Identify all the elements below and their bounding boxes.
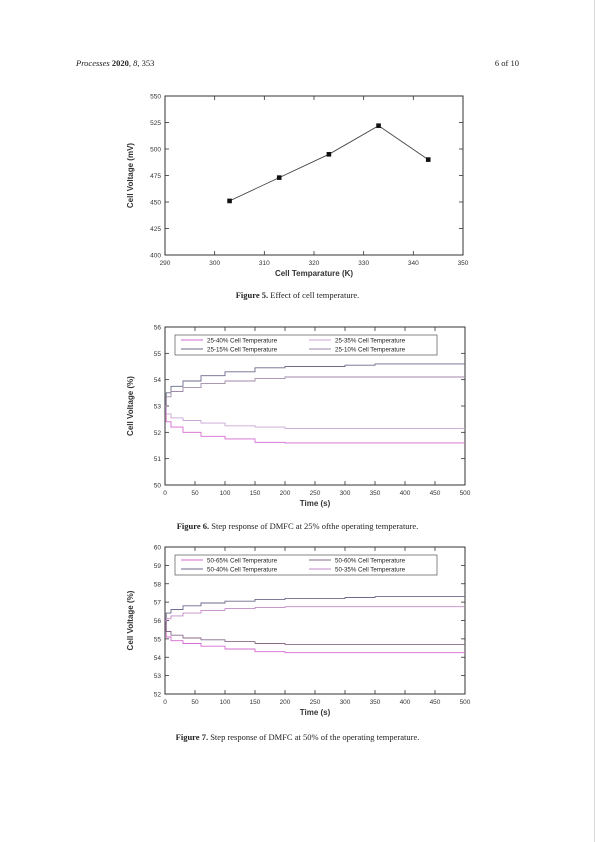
- plot-frame: [165, 96, 463, 255]
- data-point: [227, 199, 232, 204]
- figure-5-caption: Figure 5. Effect of cell temperature.: [235, 290, 360, 300]
- x-tick-label: 200: [279, 490, 291, 497]
- y-tick-label: 54: [153, 654, 161, 662]
- data-point: [376, 123, 381, 128]
- x-tick-label: 250: [309, 490, 321, 497]
- x-tick-label: 100: [219, 699, 231, 706]
- x-tick-label: 150: [249, 490, 261, 497]
- y-tick-label: 53: [153, 403, 161, 411]
- data-point: [327, 152, 332, 157]
- y-tick-label: 58: [153, 581, 161, 589]
- y-tick-label: 550: [150, 93, 161, 101]
- legend-entry: 50-60% Cell Temperature: [335, 557, 406, 565]
- y-tick-label: 57: [153, 599, 161, 607]
- y-tick-label: 525: [150, 120, 161, 127]
- page-number: 6 of 10: [494, 58, 519, 68]
- legend-entry: 25-10% Cell Temperature: [335, 346, 406, 354]
- x-tick-label: 200: [279, 699, 291, 706]
- y-tick-label: 54: [153, 377, 161, 385]
- series-line: [165, 597, 465, 621]
- series-line: [165, 377, 465, 406]
- y-tick-label: 59: [153, 562, 161, 570]
- x-tick-label: 0: [163, 699, 167, 706]
- figure-5-chart: [126, 94, 469, 279]
- x-tick-label: 400: [399, 699, 411, 706]
- data-point: [426, 157, 431, 162]
- y-tick-label: 60: [153, 544, 161, 552]
- series-line: [165, 406, 465, 428]
- y-tick-label: 425: [150, 226, 161, 233]
- y-tick-label: 55: [153, 636, 161, 644]
- data-point: [277, 175, 282, 180]
- legend-entry: 25-35% Cell Temperature: [335, 337, 406, 345]
- y-axis-label: Cell Voltage (mV): [126, 142, 135, 209]
- x-tick-label: 0: [163, 490, 167, 497]
- article-number: 353: [141, 58, 155, 68]
- x-tick-label: 300: [339, 490, 351, 497]
- x-axis-label: Time (s): [299, 499, 331, 508]
- figure-6-chart: [126, 325, 471, 509]
- x-tick-label: 350: [457, 260, 469, 267]
- y-tick-label: 475: [150, 173, 161, 180]
- x-tick-label: 350: [369, 490, 381, 497]
- x-axis-label: Time (s): [299, 708, 331, 717]
- y-tick-label: 50: [153, 482, 161, 490]
- series-line: [165, 364, 465, 406]
- x-tick-label: 300: [339, 699, 351, 706]
- x-tick-label: 310: [258, 260, 270, 267]
- y-tick-label: 53: [153, 673, 161, 681]
- x-tick-label: 400: [399, 490, 411, 497]
- legend-entry: 25-40% Cell Temperature: [207, 337, 278, 345]
- y-tick-label: 56: [153, 324, 161, 332]
- running-header-citation: Processes 2020, 8, 353: [76, 58, 155, 68]
- x-tick-label: 150: [249, 699, 261, 706]
- x-tick-label: 340: [407, 260, 419, 267]
- legend-entry: 50-40% Cell Temperature: [207, 566, 278, 574]
- x-tick-label: 450: [429, 490, 441, 497]
- x-tick-label: 290: [159, 260, 171, 267]
- x-tick-label: 500: [459, 490, 471, 497]
- x-tick-label: 330: [358, 260, 370, 267]
- y-tick-label: 52: [153, 691, 161, 699]
- figure-7-chart: [126, 545, 471, 718]
- legend-entry: 50-65% Cell Temperature: [207, 557, 278, 565]
- y-axis-label: Cell Voltage (%): [126, 376, 135, 436]
- x-tick-label: 50: [191, 490, 199, 497]
- journal-name: Processes: [76, 58, 110, 68]
- legend-entry: 50-35% Cell Temperature: [335, 566, 406, 574]
- x-tick-label: 350: [369, 699, 381, 706]
- x-tick-label: 500: [459, 699, 471, 706]
- y-tick-label: 400: [150, 252, 161, 260]
- y-tick-label: 500: [150, 146, 161, 154]
- x-tick-label: 50: [191, 699, 199, 706]
- x-tick-label: 320: [308, 260, 320, 267]
- y-tick-label: 55: [153, 350, 161, 358]
- legend-entry: 25-15% Cell Temperature: [207, 346, 278, 354]
- x-tick-label: 100: [219, 490, 231, 497]
- figure-6-caption: Figure 6. Step response of DMFC at 25% ofthe operating temperature.: [176, 521, 419, 531]
- series-line: [165, 621, 465, 653]
- y-tick-label: 450: [150, 199, 161, 207]
- x-tick-label: 450: [429, 699, 441, 706]
- series-line: [165, 607, 465, 621]
- y-tick-label: 56: [153, 618, 161, 625]
- y-tick-label: 52: [153, 429, 161, 437]
- y-tick-label: 51: [153, 456, 161, 464]
- series-line: [165, 621, 465, 645]
- figure-7-caption: Figure 7. Step response of DMFC at 50% of the operating temperature.: [175, 732, 420, 742]
- x-tick-label: 250: [309, 699, 321, 706]
- series-line: [230, 126, 429, 201]
- journal-year: 2020: [111, 58, 129, 68]
- x-tick-label: 300: [209, 260, 221, 267]
- x-axis-label: Cell Temparature (K): [274, 269, 354, 278]
- journal-volume: 8: [133, 58, 138, 68]
- series-line: [165, 406, 465, 443]
- y-axis-label: Cell Voltage (%): [126, 590, 135, 651]
